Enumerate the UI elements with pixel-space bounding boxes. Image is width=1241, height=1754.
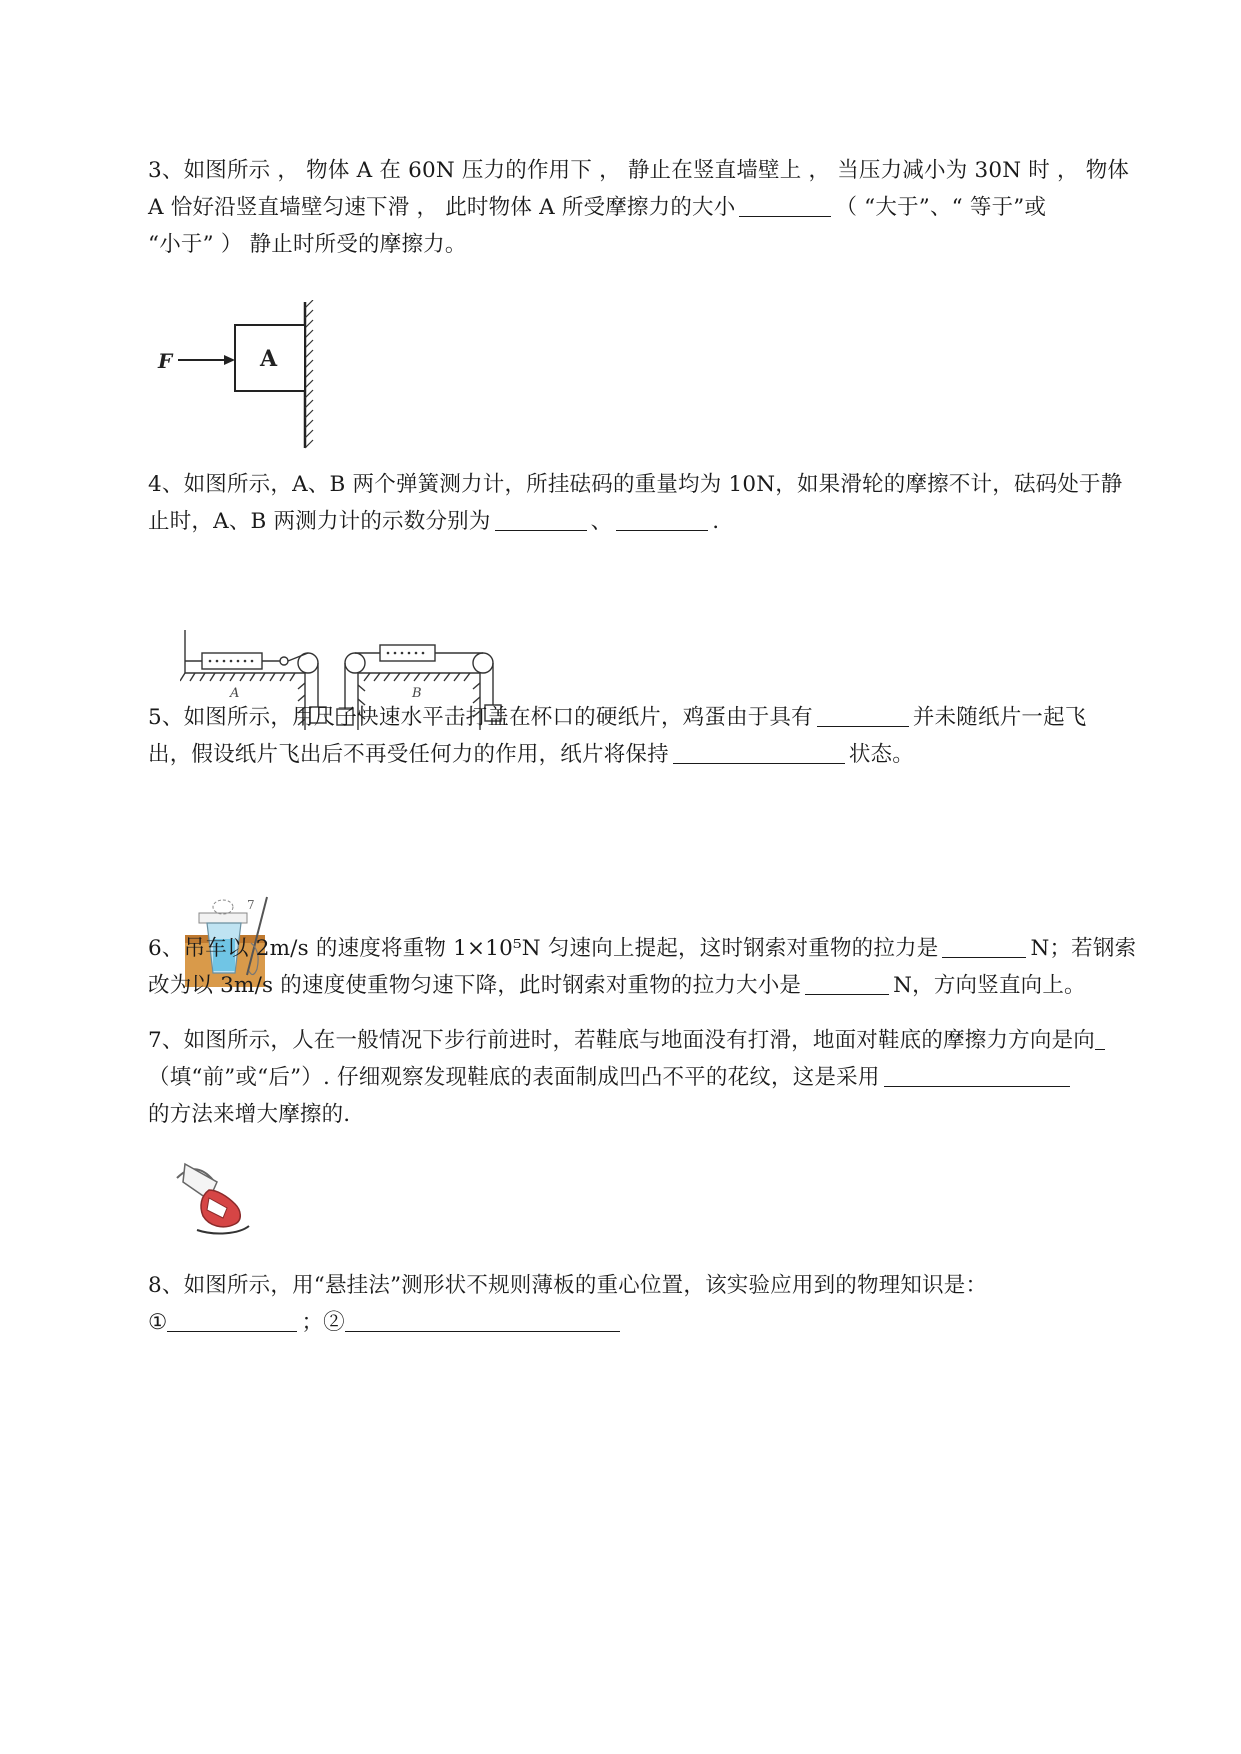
answer-blank-q5-b[interactable] — [673, 741, 845, 764]
svg-text:7: 7 — [247, 898, 255, 912]
scale-b-label: B — [412, 686, 422, 701]
answer-blank-q6-b[interactable] — [805, 972, 889, 995]
answer-blank-q4-a[interactable] — [495, 508, 587, 531]
scale-a-label: A — [230, 686, 240, 701]
question-3-line-2: A 恰好沿竖直墙壁匀速下滑 ， 此时物体 A 所受摩擦力的大小 （ “大于”、“ 等于”或 — [148, 195, 1047, 220]
figure-block-against-wall — [150, 300, 370, 450]
answer-blank-q6-a[interactable] — [942, 935, 1026, 958]
question-5-line-2: 出，假设纸片飞出后不再受任何力的作用，纸片将保持 状态。 — [148, 742, 914, 767]
question-3-line-1: 3、如图所示 ， 物体 A 在 60N 压力的作用下 ， 静止在竖直墙壁上 ， 当压力减小为 30N 时 ， 物体 — [148, 158, 1130, 183]
question-4-line-1: 4、如图所示，A、B 两个弹簧测力计，所挂砝码的重量均为 10N，如果滑轮的摩擦不计，砝码处于静 — [148, 472, 1123, 497]
scale-a-ticks — [209, 660, 254, 663]
answer-blank-q4-b[interactable] — [616, 508, 708, 531]
answer-blank-q7-a[interactable] — [1095, 1027, 1105, 1050]
question-7-line-1: 7、如图所示，人在一般情况下步行前进时，若鞋底与地面没有打滑，地面对鞋底的摩擦力方向是向 — [148, 1020, 1148, 1061]
force-arrowhead — [224, 355, 235, 365]
question-6-line-1: 6、吊车以 2m/s 的速度将重物 1×10⁵N 匀速向上提起，这时钢索对重物的拉力是 N；若钢索 — [148, 936, 1137, 961]
answer-blank-q8-a[interactable] — [167, 1309, 297, 1332]
question-3-line-3: “小于” ） 静止时所受的摩擦力。 — [148, 232, 467, 257]
card — [199, 913, 247, 923]
question-5-line-1: 5、如图所示，用尺子快速水平击打盖在杯口的硬纸片，鸡蛋由于具有 并未随纸片一起飞 — [148, 705, 1087, 730]
question-7-line-2: （填“前”或“后”）. 仔细观察发现鞋底的表面制成凹凸不平的花纹，这是采用 — [148, 1057, 1148, 1098]
answer-blank-q7-b[interactable] — [884, 1064, 1070, 1087]
force-label: F — [158, 349, 173, 373]
block-label: A — [260, 346, 278, 372]
answer-blank-q3[interactable] — [739, 194, 831, 217]
answer-blank-q5-a[interactable] — [817, 704, 909, 727]
egg — [213, 900, 233, 914]
question-6-line-2: 改为以 3m/s 的速度使重物匀速下降，此时钢索对重物的拉力大小是 N，方向竖直向上。 — [148, 973, 1086, 998]
answer-blank-q8-b[interactable] — [345, 1309, 620, 1332]
question-8-line-1: 8、如图所示，用“悬挂法”测形状不规则薄板的重心位置，该实验应用到的物理知识是： — [148, 1273, 988, 1298]
question-7-line-3: 的方法来增大摩擦的. — [148, 1102, 351, 1127]
question-8-line-2: ① ；② — [148, 1302, 1148, 1343]
figure-walking-shoe — [175, 1160, 275, 1240]
question-4-line-2: 止时，A、B 两测力计的示数分别为 、 . — [148, 509, 720, 534]
scale-b-ticks — [387, 652, 425, 655]
